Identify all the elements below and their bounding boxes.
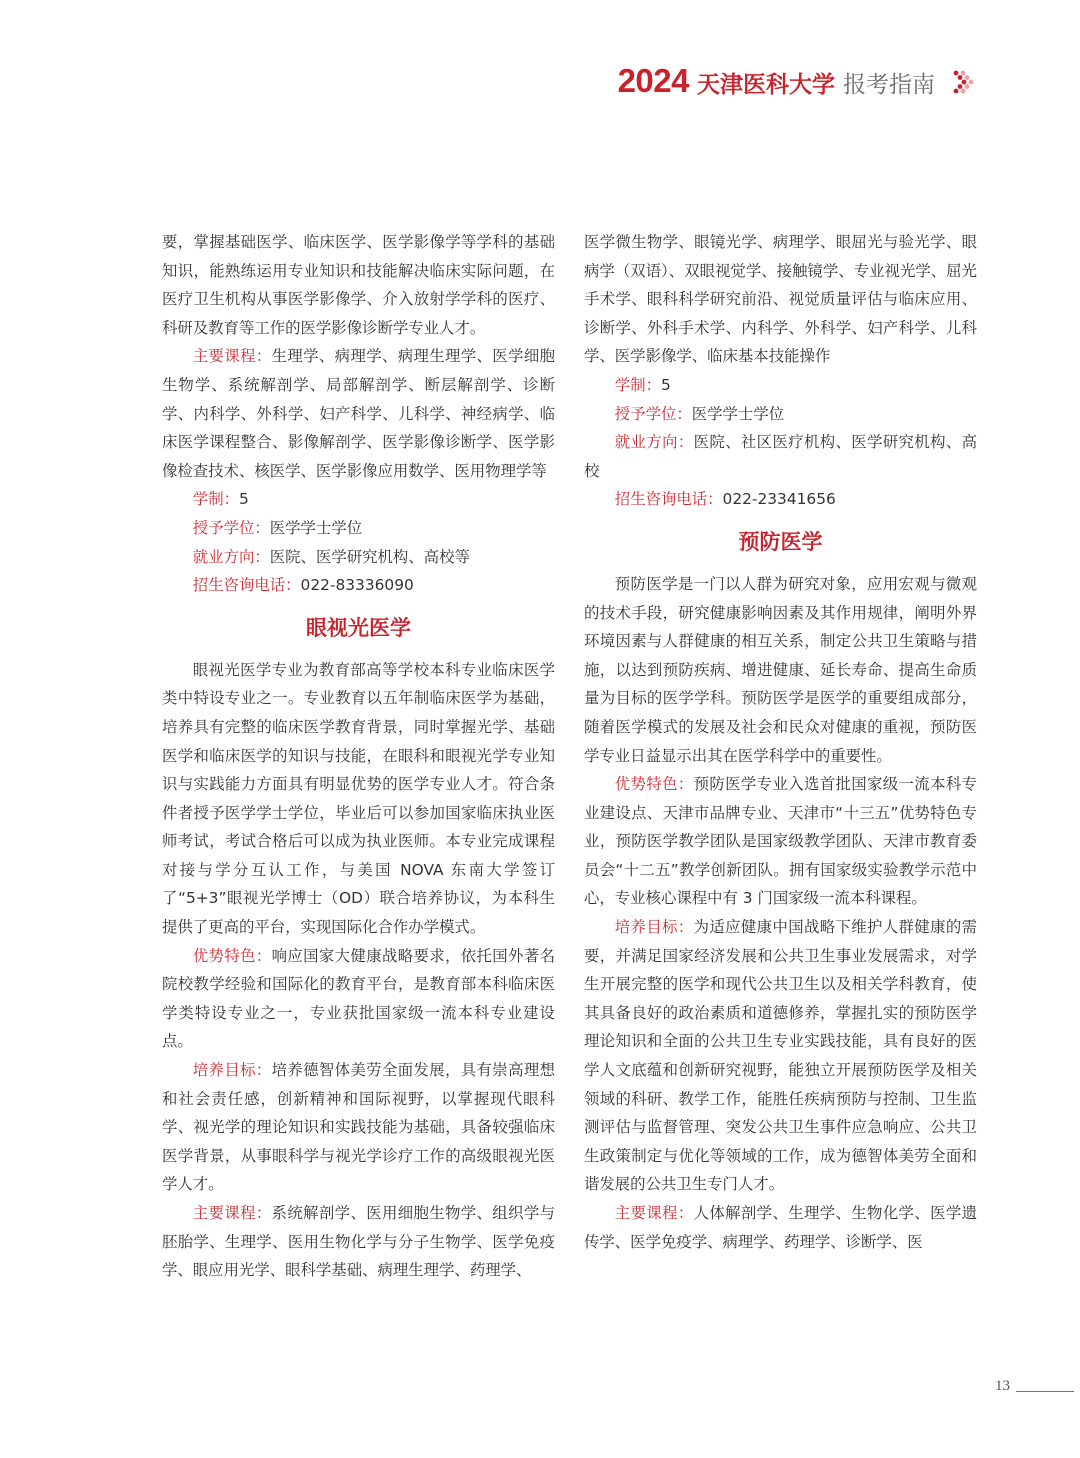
field-label: 主要课程： xyxy=(192,347,272,366)
field-value: 预防医学专业入选首批国家级一流本科专业建设点、天津市品牌专业、天津市“十三五”优势特色专业，预防医学教学团队是国家级教学团队、天津市教育委员会“十二五”教学创新团队。拥有国家级实验教学示范中心，专业核心课程中有 3 门国家级一流本科课程。 xyxy=(584,775,977,908)
footer-rule xyxy=(1016,1391,1074,1392)
section-title-preventive-medicine: 预防医学 xyxy=(738,529,823,554)
header-year: 2024 xyxy=(617,62,689,99)
page-footer xyxy=(995,1378,1074,1394)
imaging-phone xyxy=(162,571,555,600)
field-label: 就业方向： xyxy=(192,547,270,566)
optometry-phone xyxy=(584,485,977,514)
page-number: 13 xyxy=(995,1378,1010,1394)
optometry-features xyxy=(162,942,555,1056)
optometry-intro-paragraph: 眼视光医学专业为教育部高等学校本科专业临床医学类中特设专业之一。专业教育以五年制临床医学为基础，培养具有完整的临床医学教育背景，同时掌握光学、基础医学和临床医学的知识与技能，在眼科和眼视光学专业知识与实践能力方面具有明显优势的医学专业人才。符合条件者授予医学学士学位，毕业后可以参加国家临床执业医师考试，考试合格后可以成为执业医师。本专业完成课程对接与学分互认工作，与美国 NOVA 东南大学签订了“5+3”眼视光学博士（OD）联合培养协议，为本科生提供了更高的平台，实现国际化合作办学模式。 xyxy=(162,660,555,937)
preventive-features xyxy=(584,770,977,913)
field-value: 5 xyxy=(660,375,671,394)
left-column xyxy=(162,228,555,1285)
field-value: 022-83336090 xyxy=(300,576,414,595)
field-value: 医院、社区医疗机构、医学研究机构、高校 xyxy=(584,433,977,480)
preventive-courses xyxy=(584,1199,977,1256)
preventive-intro-paragraph: 预防医学是一门以人群为研究对象，应用宏观与微观的技术手段，研究健康影响因素及其作用规律，阐明外界环境因素与人群健康的相互关系，制定公共卫生策略与措施，以达到预防疾病、增进健康、延长寿命、提高生命质量为目标的医学学科。预防医学是医学的重要组成部分，随着医学模式的发展及社会和民众对健康的重视，预防医学专业日益显示出其在医学科学中的重要性。 xyxy=(584,574,977,765)
field-label: 学制： xyxy=(614,375,661,394)
header-guide-title: 报考指南 xyxy=(843,72,935,98)
field-label: 授予学位： xyxy=(192,518,270,537)
imaging-continuation-paragraph: 要，掌握基础医学、临床医学、医学影像学等学科的基础知识，能熟练运用专业知识和技能解决临床实际问题，在医疗卫生机构从事医学影像学、介入放射学学科的医疗、科研及教育等工作的医学影像诊断学专业人才。 xyxy=(162,233,555,337)
field-label: 优势特色： xyxy=(192,946,272,965)
field-label: 就业方向： xyxy=(614,433,694,452)
field-label: 主要课程： xyxy=(614,1204,694,1222)
field-value: 生理学、病理学、病理生理学、医学细胞生物学、系统解剖学、局部解剖学、断层解剖学、诊断学、内科学、外科学、妇产科学、儿科学、神经病学、临床医学课程整合、影像解剖学、医学影像诊断学、医学影像检查技术、核医学、医学影像应用数学、医用物理学等 xyxy=(162,347,555,480)
field-label: 培养目标： xyxy=(192,1061,272,1080)
page-header xyxy=(0,62,1080,106)
field-label: 培养目标： xyxy=(614,918,694,937)
double-chevron-right-dots-icon xyxy=(952,68,980,96)
right-column xyxy=(584,228,977,1256)
field-value: 医学学士学位 xyxy=(269,518,363,537)
field-value: 系统解剖学、医用细胞生物学、组织学与胚胎学、生理学、医用生物化学与分子生物学、医学免疫学、眼应用光学、眼科学基础、病理生理学、药理学、 xyxy=(162,1204,555,1280)
optometry-degree xyxy=(584,400,977,429)
field-value: 人体解剖学、生理学、生物化学、医学遗传学、医学免疫学、病理学、药理学、诊断学、医 xyxy=(584,1204,977,1251)
imaging-career xyxy=(162,543,555,572)
imaging-courses xyxy=(162,342,555,485)
header-university: 天津医科大学 xyxy=(697,72,835,98)
header-brand xyxy=(618,62,935,100)
field-value: 5 xyxy=(238,490,249,509)
preventive-goals xyxy=(584,913,977,1199)
optometry-goals xyxy=(162,1056,555,1199)
imaging-degree xyxy=(162,514,555,543)
field-label: 主要课程： xyxy=(192,1204,272,1222)
field-label: 招生咨询电话： xyxy=(614,490,723,509)
field-value: 医院、医学研究机构、高校等 xyxy=(269,547,470,566)
imaging-duration xyxy=(162,485,555,514)
field-label: 学制： xyxy=(192,490,239,509)
optometry-courses xyxy=(162,1199,555,1285)
field-label: 授予学位： xyxy=(614,404,692,423)
optometry-courses-continuation: 医学微生物学、眼镜光学、病理学、眼屈光与验光学、眼病学（双语）、双眼视觉学、接触镜学、专业视光学、屈光手术学、眼科科学研究前沿、视觉质量评估与临床应用、诊断学、外科手术学、内科学、外科学、妇产科学、儿科学、医学影像学、临床基本技能操作 xyxy=(584,233,977,366)
section-title-optometry: 眼视光医学 xyxy=(306,615,411,640)
optometry-duration xyxy=(584,371,977,400)
field-value: 培养德智体美劳全面发展，具有崇高理想和社会责任感，创新精神和国际视野，以掌握现代眼科学、视光学的理论知识和实践技能为基础，具备较强临床医学背景，从事眼科学与视光学诊疗工作的高级眼视光医学人才。 xyxy=(162,1061,555,1194)
field-label: 招生咨询电话： xyxy=(192,576,301,595)
field-value: 响应国家大健康战略要求，依托国外著名院校教学经验和国际化的教育平台，是教育部本科临床医学类特设专业之一，专业获批国家级一流本科专业建设点。 xyxy=(162,946,555,1051)
field-label: 优势特色： xyxy=(614,775,694,794)
field-value: 022-23341656 xyxy=(722,490,836,509)
field-value: 医学学士学位 xyxy=(691,404,785,423)
field-value: 为适应健康中国战略下维护人群健康的需要，并满足国家经济发展和公共卫生事业发展需求，对学生开展完整的医学和现代公共卫生以及相关学科教育，使其具备良好的政治素质和道德修养，掌握扎实的预防医学理论知识和全面的公共卫生专业实践技能，具有良好的医学人文底蕴和创新研究视野，能独立开展预防医学及相关领域的科研、教学工作，能胜任疾病预防与控制、卫生监测评估与监督管理、突发公共卫生事件应急响应、公共卫生政策制定与优化等领域的工作，成为德智体美劳全面和谐发展的公共卫生专门人才。 xyxy=(584,918,977,1194)
optometry-career xyxy=(584,428,977,485)
